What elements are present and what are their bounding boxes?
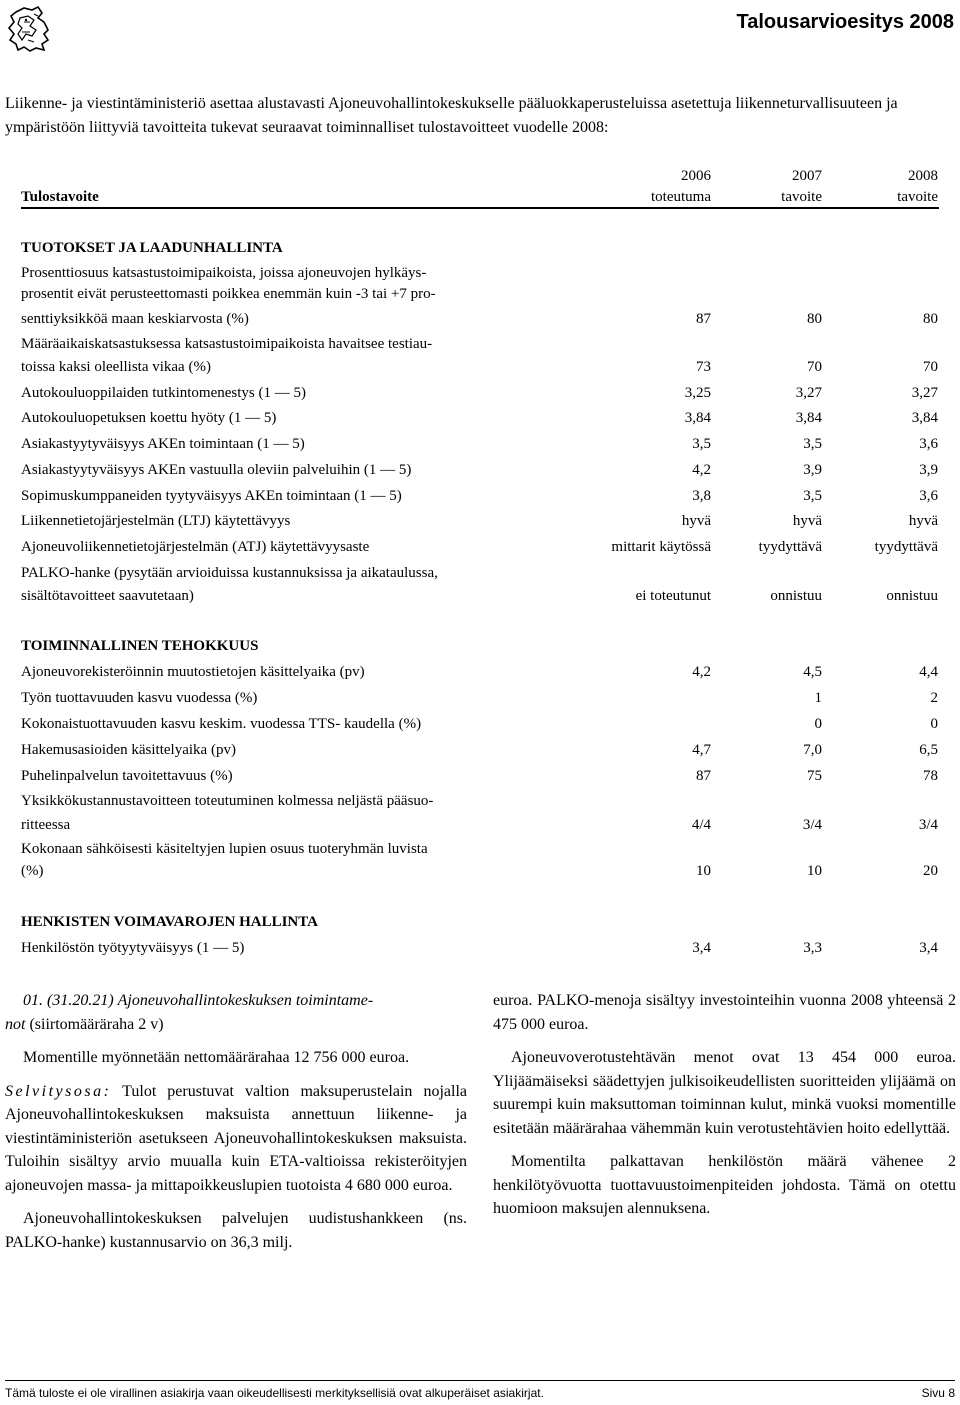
table-row (21, 511, 938, 531)
row-label: PALKO-hanke (pysytään arvioiduissa kustannuksissa ja aikataulussa, (21, 565, 438, 581)
kind-2007: tavoite (781, 189, 822, 205)
paragraph: euroa. PALKO-menoja sisältyy investointeihin vuonna 2008 yhteensä 2 475 000 euroa. (493, 992, 956, 1033)
column-header-tulostavoite: Tulostavoite (21, 189, 99, 205)
section-title: TUOTOKSET JA LAADUNHALLINTA (21, 240, 283, 256)
value-2006: 73 (696, 359, 711, 375)
value-2008: 2 (930, 690, 938, 706)
value-2008: 3,4 (919, 940, 938, 956)
row-label: Yksikkökustannustavoitteen toteutuminen kolmessa neljästä pääsuo- (21, 793, 434, 809)
year-2008: 2008 (908, 168, 938, 184)
paragraph: Momentilta palkattavan henkilöstön määrä vähenee 2 henkilötyövuotta tuottavuustoimenpiteiden johdosta. Tämä on otettu huomioon maksujen alennuksena. (493, 1153, 956, 1217)
value-2008: tyydyttävä (874, 539, 938, 555)
value-2008: 20 (923, 863, 938, 879)
row-label: toissa kaksi oleellista vikaa (%) (21, 359, 211, 375)
row-label: sisältötavoitteet saavutetaan) (21, 588, 194, 604)
table-row (21, 334, 938, 376)
row-label: Määräaikaiskatsastuksessa katsastustoimipaikoista havaitsee testiau- (21, 336, 433, 352)
value-2008: 3/4 (918, 817, 938, 833)
table-row (21, 662, 938, 682)
row-label: Sopimuskumppaneiden tyytyväisyys AKEn toimintaan (1 — 5) (21, 488, 402, 504)
value-2007: 70 (807, 359, 822, 375)
moment-title-cont: not (5, 1015, 26, 1033)
row-label: Henkilöstön työtyytyväisyys (1 — 5) (21, 940, 245, 956)
selvitysosa-label: Selvitysosa: (5, 1082, 112, 1100)
table-row (21, 839, 938, 881)
table-row (21, 434, 938, 454)
value-2006: 10 (696, 863, 711, 879)
section-title: TOIMINNALLINEN TEHOKKUUS (21, 638, 259, 654)
value-2007: 3,5 (803, 436, 822, 452)
value-2008: 4,4 (919, 664, 938, 680)
row-label: Asiakastyytyväisyys AKEn vastuulla oleviin palveluihin (1 — 5) (21, 462, 412, 478)
row-label: Ajoneuvoliikennetietojärjestelmän (ATJ) käytettävyysaste (21, 539, 370, 555)
table-row (21, 938, 938, 958)
row-label: senttiyksikköä maan keskiarvosta (%) (21, 311, 249, 327)
value-2006: 4,2 (692, 664, 711, 680)
value-2008: 0 (930, 716, 938, 732)
value-2008: 6,5 (919, 742, 938, 758)
paragraph: Ajoneuvohallintokeskuksen palvelujen uudistushankkeen (ns. PALKO-hanke) kustannusarvio on 36,3 milj. (5, 1210, 467, 1251)
value-2008: 3,6 (919, 488, 938, 504)
table-row (21, 486, 938, 506)
intro-paragraph: Liikenne- ja viestintäministeriö asettaa alustavasti Ajoneuvohallintokeskukselle pääluokkaperusteluissa asetettuja liikenneturvallisuuteen ja ympäristöön liittyviä tavoitteita tukevat seuraavat toiminnalliset tulostavoitteet vuodelle 2008: (5, 95, 898, 136)
value-2006: 3,25 (684, 385, 711, 401)
table-row (21, 408, 938, 428)
section-title: HENKISTEN VOIMAVAROJEN HALLINTA (21, 914, 318, 930)
value-2008: 3,9 (919, 462, 938, 478)
value-2006: 4/4 (691, 817, 711, 833)
moment-heading (5, 989, 467, 1036)
page-number: Sivu 8 (921, 1386, 955, 1400)
value-2006: hyvä (681, 513, 711, 529)
row-label: (%) (21, 863, 44, 879)
value-2006: 4,7 (692, 742, 711, 758)
table-row (21, 263, 938, 325)
table-row (21, 740, 938, 760)
value-2006: 87 (696, 311, 711, 327)
table-row (21, 766, 938, 786)
table-row (21, 714, 938, 734)
footer-notice: Tämä tuloste ei ole virallinen asiakirja vaan oikeudellisesti merkityksellisiä ovat alkuperäiset asiakirjat. (5, 1386, 544, 1400)
table-row (21, 460, 938, 480)
value-2006: 3,8 (692, 488, 711, 504)
table-row (21, 563, 938, 605)
row-label: Asiakastyytyväisyys AKEn toimintaan (1 — 5) (21, 436, 305, 452)
value-2008: onnistuu (886, 588, 938, 604)
paragraph: Ajoneuvoverotustehtävän menot ovat 13 454 000 euroa. Ylijäämäiseksi säädettyjen julkisoikeudellisten suoritteiden ylijäämä on suurempi kuin maksuttoman toiminnan kulut, minkä vuoksi momentille esitetään määrärahaa vähemmän kuin verotustehtävien hoito edellyttää. (493, 1049, 956, 1137)
row-label: Hakemusasioiden käsittelyaika (pv) (21, 742, 236, 758)
table-header-rule (21, 207, 939, 209)
value-2008: 3,6 (919, 436, 938, 452)
kind-2008: tavoite (897, 189, 938, 205)
value-2006: 87 (696, 768, 711, 784)
row-label: Kokonaan sähköisesti käsiteltyjen lupien osuus tuoteryhmän luvista (21, 841, 428, 857)
value-2007: 10 (807, 863, 822, 879)
value-2008: 3,84 (911, 410, 938, 426)
table-row (21, 383, 938, 403)
value-2007: 3/4 (802, 817, 822, 833)
value-2007: 3,9 (803, 462, 822, 478)
moment-type: (siirtomääräraha 2 v) (25, 1015, 164, 1033)
value-2007: 3,3 (803, 940, 822, 956)
row-label: Autokouluopetuksen koettu hyöty (1 — 5) (21, 410, 277, 426)
value-2006: 3,5 (692, 436, 711, 452)
selvitysosa-text: Tulot perustuvat valtion maksuperustelain nojalla Ajoneuvohallintokeskuksen maksuista annettuun liikenne- ja viestintäministeriön asetukseen Ajoneuvohallintokeskuksen maksuista. Tuloihin sisältyy arvio muualla kuin ETA-valtioissa rekisteröityjen ajoneuvojen massa- ja mittapoikkeuslupien tuotoista 4 680 000 euroa. (5, 1082, 467, 1194)
value-2007: 3,27 (795, 385, 822, 401)
value-2007: 3,84 (795, 410, 822, 426)
value-2007: onnistuu (770, 588, 822, 604)
table-row (21, 791, 938, 833)
year-2007: 2007 (792, 168, 822, 184)
value-2008: 78 (923, 768, 938, 784)
row-label: Liikennetietojärjestelmän (LTJ) käytettävyys (21, 513, 291, 529)
value-2008: 70 (923, 359, 938, 375)
footer-rule (5, 1380, 955, 1381)
selvitysosa-paragraph (5, 1080, 467, 1198)
row-label: Prosenttiosuus katsastustoimipaikoista, joissa ajoneuvojen hylkäys- (21, 265, 427, 281)
coat-of-arms-lion-icon (4, 4, 54, 54)
row-label: Työn tuottavuuden kasvu vuodessa (%) (21, 690, 258, 706)
table-header-kinds (21, 187, 938, 207)
value-2006: mittarit käytössä (611, 539, 711, 555)
row-label: ritteessa (21, 817, 71, 833)
row-label: Kokonaistuottavuuden kasvu keskim. vuodessa TTS- kaudella (%) (21, 716, 422, 732)
row-label: Puhelinpalvelun tavoitettavuus (%) (21, 768, 233, 784)
value-2007: 0 (814, 716, 822, 732)
value-2006: 3,4 (692, 940, 711, 956)
document-title: Talousarvioesitys 2008 (736, 11, 954, 33)
value-2007: 1 (814, 690, 822, 706)
table-row (21, 537, 938, 557)
value-2007: tyydyttävä (758, 539, 822, 555)
value-2008: 80 (923, 311, 938, 327)
table-header-years (21, 166, 938, 186)
table-row (21, 688, 938, 708)
value-2006: 3,84 (684, 410, 711, 426)
year-2006: 2006 (681, 168, 711, 184)
paragraph: Momentille myönnetään nettomäärärahaa 12 756 000 euroa. (23, 1049, 410, 1066)
value-2006: ei toteutunut (635, 588, 711, 604)
moment-number: 01. (31.20.21) (23, 992, 114, 1009)
value-2007: 4,5 (803, 664, 822, 680)
value-2007: 3,5 (803, 488, 822, 504)
value-2008: 3,27 (911, 385, 938, 401)
body-right-column (493, 989, 956, 1231)
value-2007: hyvä (792, 513, 822, 529)
value-2006: 4,2 (692, 462, 711, 478)
row-label: Ajoneuvorekisteröinnin muutostietojen käsittelyaika (pv) (21, 664, 365, 680)
kind-2006: toteutuma (651, 189, 711, 205)
value-2007: 80 (807, 311, 822, 327)
body-left-column (5, 989, 467, 1264)
moment-title: Ajoneuvohallintokeskuksen toimintame- (117, 992, 374, 1009)
value-2007: 75 (807, 768, 822, 784)
row-label: prosentit eivät perusteettomasti poikkea enemmän kuin -3 tai +7 pro- (21, 286, 436, 302)
row-label: Autokouluoppilaiden tutkintomenestys (1 — 5) (21, 385, 306, 401)
value-2007: 7,0 (803, 742, 822, 758)
value-2008: hyvä (908, 513, 938, 529)
